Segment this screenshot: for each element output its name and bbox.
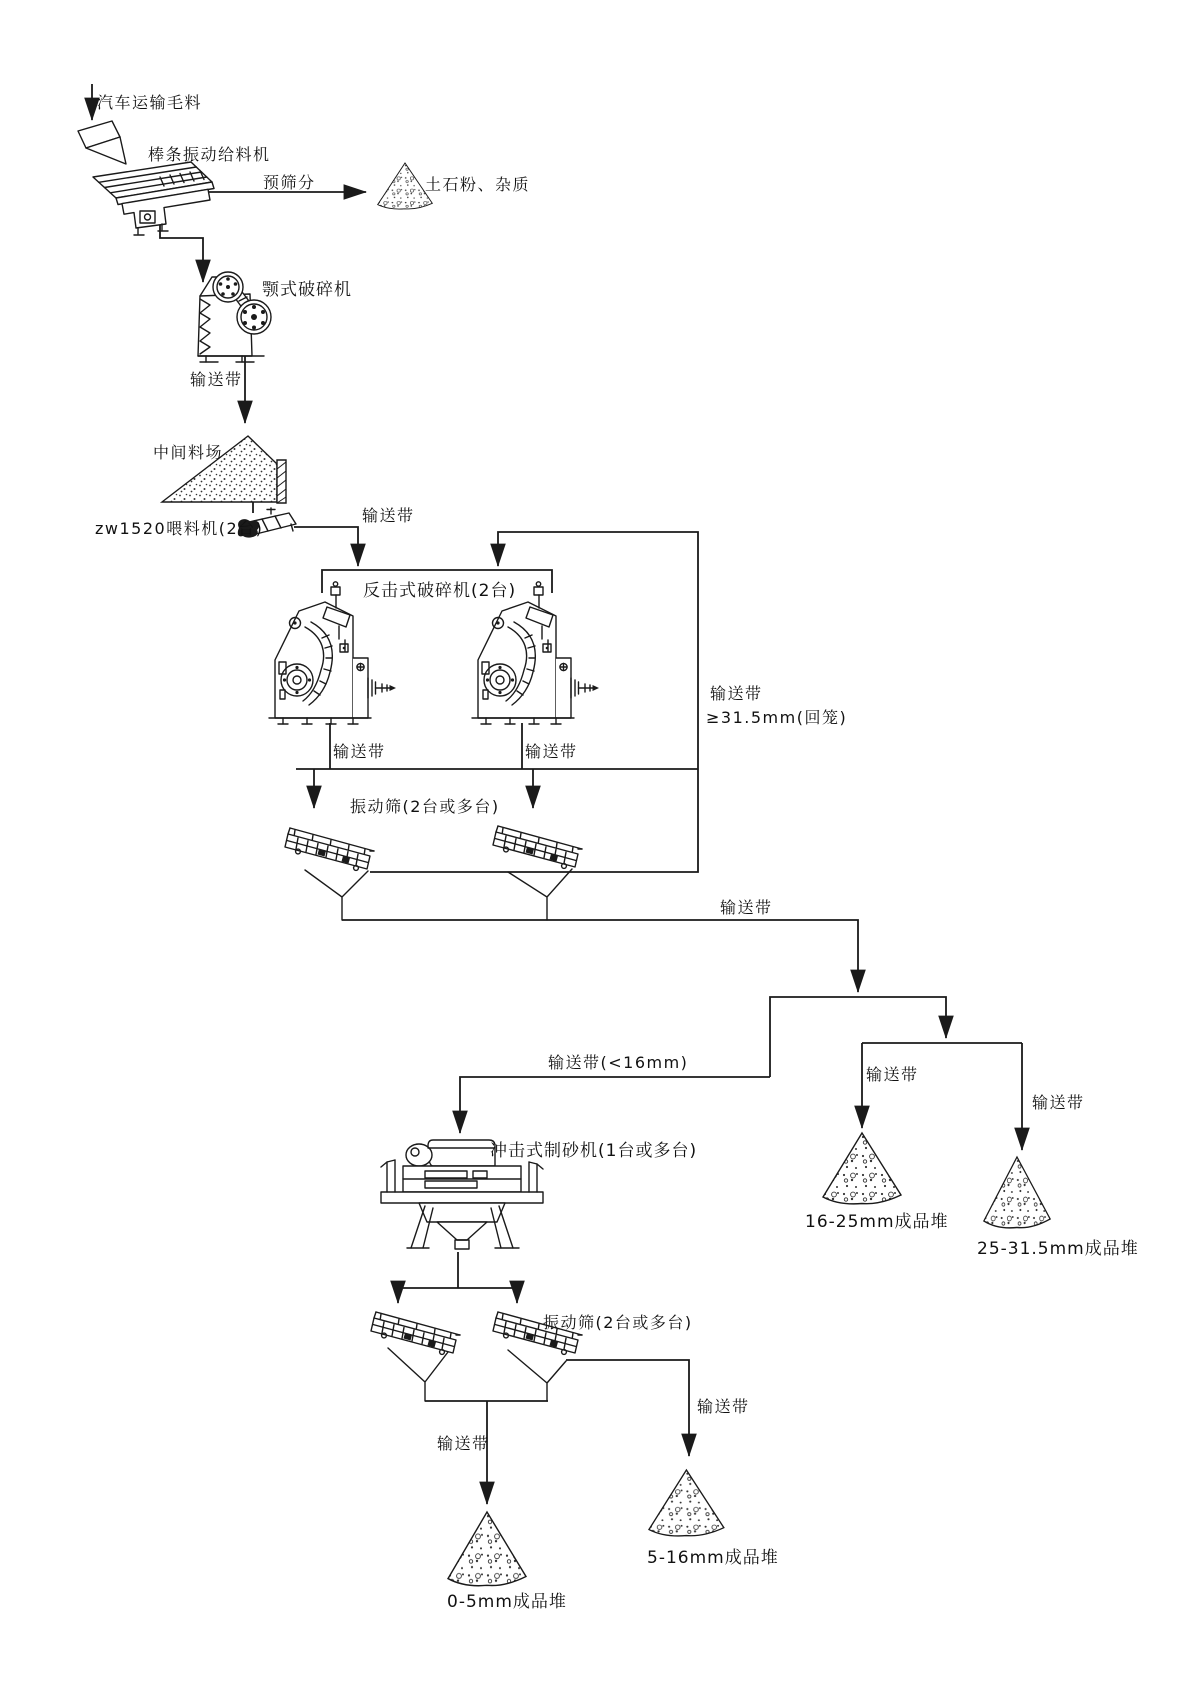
- conveyor-label-pile05: 输送带: [437, 1434, 490, 1453]
- vibrating-screen-1-right-illustration: [493, 826, 582, 868]
- grizzly-feeder-illustration: [93, 162, 214, 235]
- pile-25-315-illustration: [984, 1157, 1050, 1228]
- sand-maker-label: 冲击式制砂机(1台或多台): [490, 1141, 698, 1161]
- vibrating-screen-2-left-illustration: [371, 1312, 460, 1354]
- pile-5-16-illustration: [649, 1470, 724, 1536]
- conveyor-label-pile516: 输送带: [697, 1397, 750, 1416]
- conveyor-label-return: 输送带: [710, 684, 763, 703]
- bracket-split-main: [770, 997, 946, 1077]
- conveyor-label-jaw-out: 输送带: [190, 370, 243, 389]
- pile-0-5-illustration: [448, 1512, 526, 1586]
- grizzly-feeder-label: 棒条振动给料机: [148, 145, 271, 164]
- dump-chute-icon: [78, 121, 126, 164]
- flow-feeder-to-crushers: [294, 527, 358, 566]
- waste-pile-label: 土石粉、杂质: [425, 175, 531, 194]
- flow-underflow-collector: [342, 920, 858, 992]
- impact-crusher-left-illustration: [269, 582, 396, 724]
- jaw-crusher-illustration: [198, 272, 271, 362]
- flow-feeder-to-jaw: [160, 219, 203, 282]
- flow-to-pile-5-16: [566, 1360, 689, 1456]
- jaw-crusher-label: 颚式破碎机: [262, 280, 352, 300]
- pile-16-25-label: 16-25mm成品堆: [805, 1212, 949, 1232]
- vibrating-screen-2-label: 振动筛(2台或多台): [543, 1313, 693, 1332]
- conveyor-under16-label: 输送带(<16mm): [548, 1053, 689, 1072]
- pile-5-16-label: 5-16mm成品堆: [647, 1548, 779, 1568]
- pile-16-25-illustration: [823, 1133, 901, 1204]
- conveyor-label-crusher-right: 输送带: [525, 742, 578, 761]
- conveyor-label-pile1625: 输送带: [866, 1065, 919, 1084]
- impact-crusher-label: 反击式破碎机(2台): [363, 581, 517, 601]
- pre-screen-label: 预筛分: [263, 173, 316, 192]
- funnel-screen2-left: [388, 1348, 448, 1401]
- vibrating-screen-1-left-illustration: [285, 828, 374, 870]
- conveyor-label-crusher-left: 输送带: [333, 742, 386, 761]
- return-size-label: ≥31.5mm(回笼): [706, 708, 848, 727]
- funnel-screen1-right: [508, 869, 572, 920]
- stockpile-label: 中间料场: [153, 443, 224, 462]
- conveyor-label-feed: 输送带: [362, 506, 415, 525]
- vibrating-screen-1-label: 振动筛(2台或多台): [350, 797, 500, 816]
- conveyor-label-underflow: 输送带: [720, 898, 773, 917]
- pile-25-315-label: 25-31.5mm成品堆: [977, 1239, 1139, 1259]
- zw-feeder-label: zw1520喂料机(2台): [95, 519, 264, 538]
- pile-0-5-label: 0-5mm成品堆: [447, 1592, 567, 1612]
- funnel-screen1-left: [305, 870, 368, 920]
- entry-label: 汽车运输毛料: [97, 93, 203, 112]
- funnel-screen2-right: [508, 1350, 566, 1401]
- impact-crusher-right-illustration: [472, 582, 599, 724]
- flow-under16-to-sandmaker: [460, 1077, 770, 1133]
- conveyor-label-pile25315: 输送带: [1032, 1093, 1085, 1112]
